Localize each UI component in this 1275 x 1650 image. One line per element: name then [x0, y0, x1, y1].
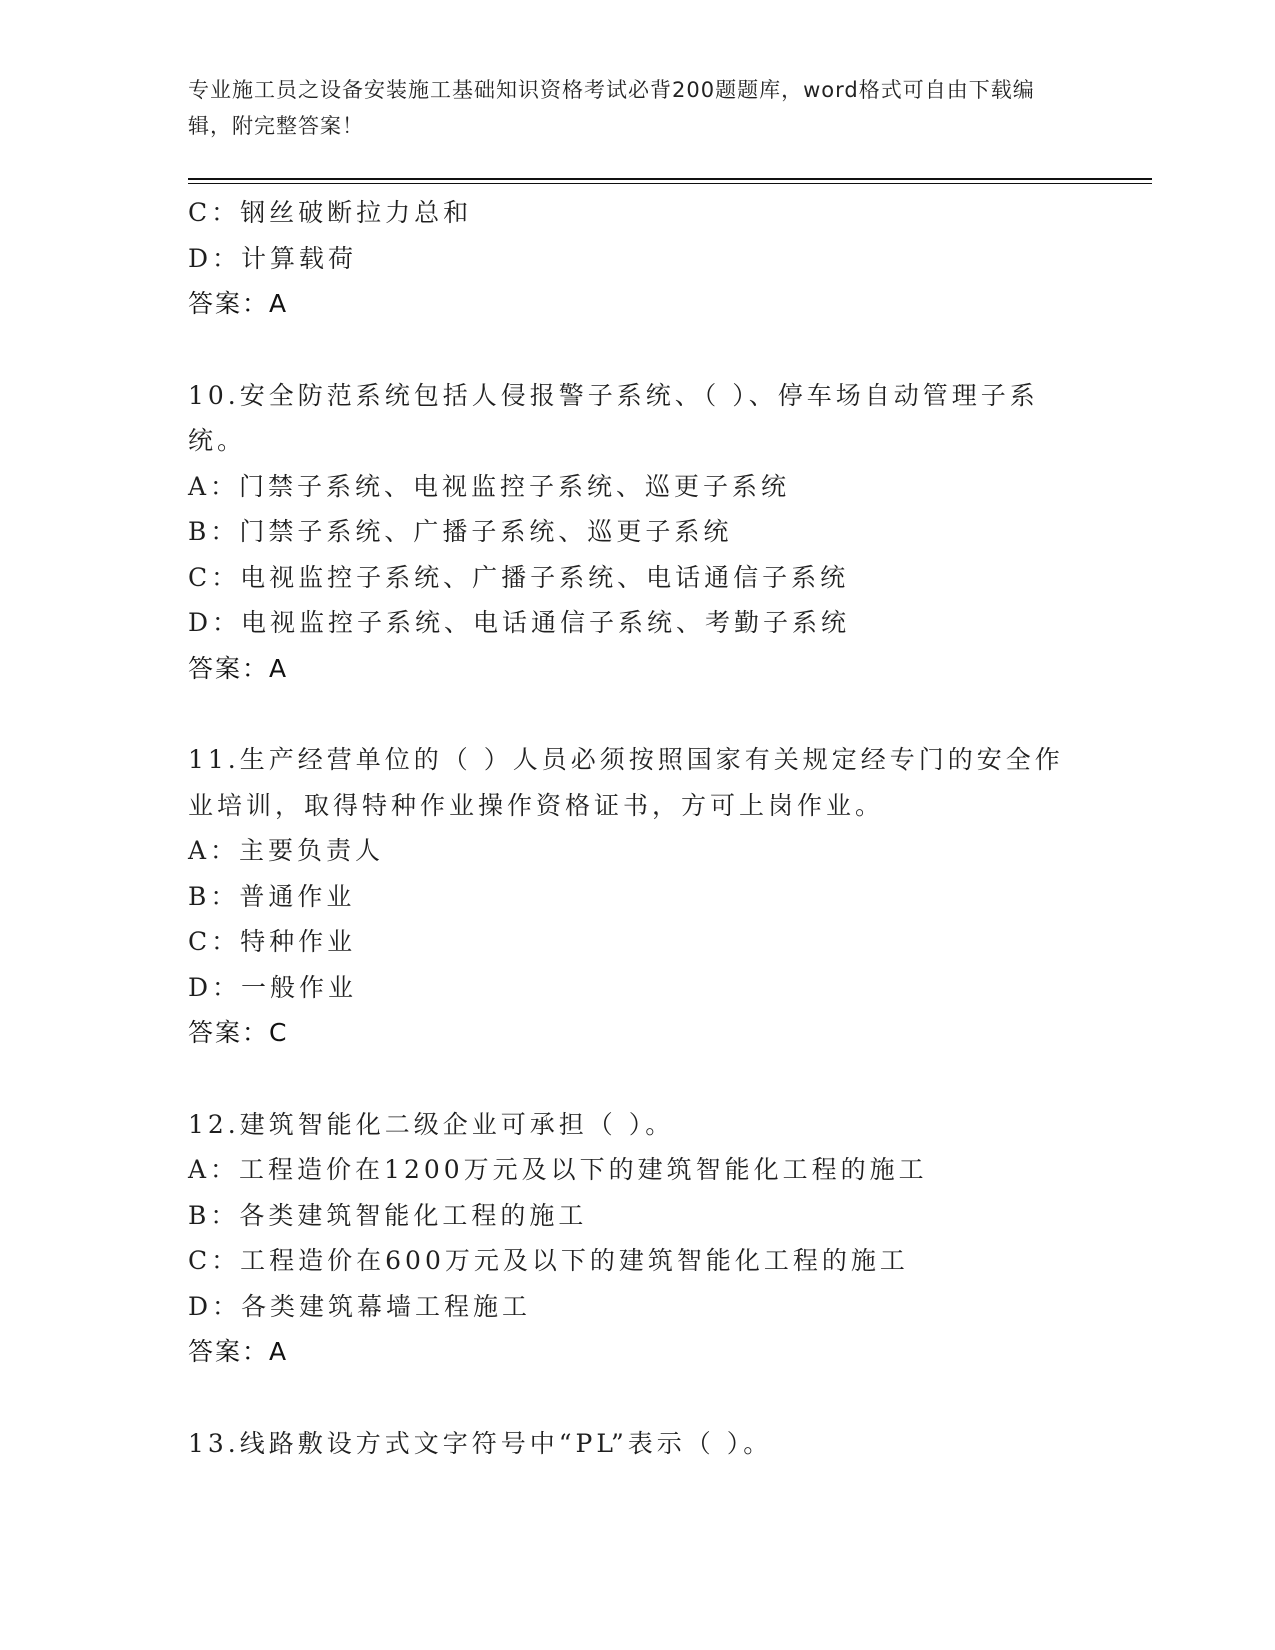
option-d: D：一般作业: [188, 972, 358, 1002]
page-header: 专业施工员之设备安装施工基础知识资格考试必背200题题库，word格式可自由下载编辑，附完整答案！: [188, 78, 1035, 138]
question-stem: 10.安全防范系统包括人侵报警子系统、（ ）、停车场自动管理子系统。: [188, 380, 1039, 455]
question-stem: 12.建筑智能化二级企业可承担（ ）。: [188, 1109, 675, 1139]
question-list: [188, 190, 1088, 1466]
header-rule-thin: [188, 183, 1152, 184]
answer: 答案：A: [188, 653, 289, 683]
option-a: A：主要负责人: [188, 836, 385, 865]
option-c: C：钢丝破断拉力总和: [188, 198, 473, 227]
option-a: A：工程造价在1200万元及以下的建筑智能化工程的施工: [188, 1155, 928, 1184]
option-d: D：计算载荷: [188, 243, 358, 273]
question-10: [188, 373, 1088, 692]
option-b: B：门禁子系统、广播子系统、巡更子系统: [188, 517, 733, 546]
answer: 答案：A: [188, 289, 289, 318]
question-11: [188, 737, 1088, 1056]
option-b: B：普通作业: [188, 881, 356, 911]
answer: 答案：A: [188, 1337, 289, 1366]
option-c: C：电视监控子系统、广播子系统、电话通信子系统: [188, 562, 850, 592]
question-12: [188, 1102, 1088, 1375]
answer: 答案：C: [188, 1018, 289, 1047]
question-13: [188, 1421, 1088, 1467]
option-c: C：工程造价在600万元及以下的建筑智能化工程的施工: [188, 1246, 909, 1275]
option-d: D：各类建筑幕墙工程施工: [188, 1291, 532, 1321]
option-a: A：门禁子系统、电视监控子系统、巡更子系统: [188, 471, 791, 501]
question-stem: 11.生产经营单位的（ ）人员必须按照国家有关规定经专门的安全作业培训，取得特种作业操作资格证书，方可上岗作业。: [188, 745, 1064, 820]
option-c: C：特种作业: [188, 927, 357, 956]
option-d: D：电视监控子系统、电话通信子系统、考勤子系统: [188, 608, 851, 637]
header-rule-thick: [188, 178, 1152, 180]
option-b: B：各类建筑智能化工程的施工: [188, 1200, 588, 1230]
question-9-continued: [188, 190, 1088, 327]
question-stem: 13.线路敷设方式文字符号中“PL”表示（ ）。: [188, 1428, 773, 1458]
